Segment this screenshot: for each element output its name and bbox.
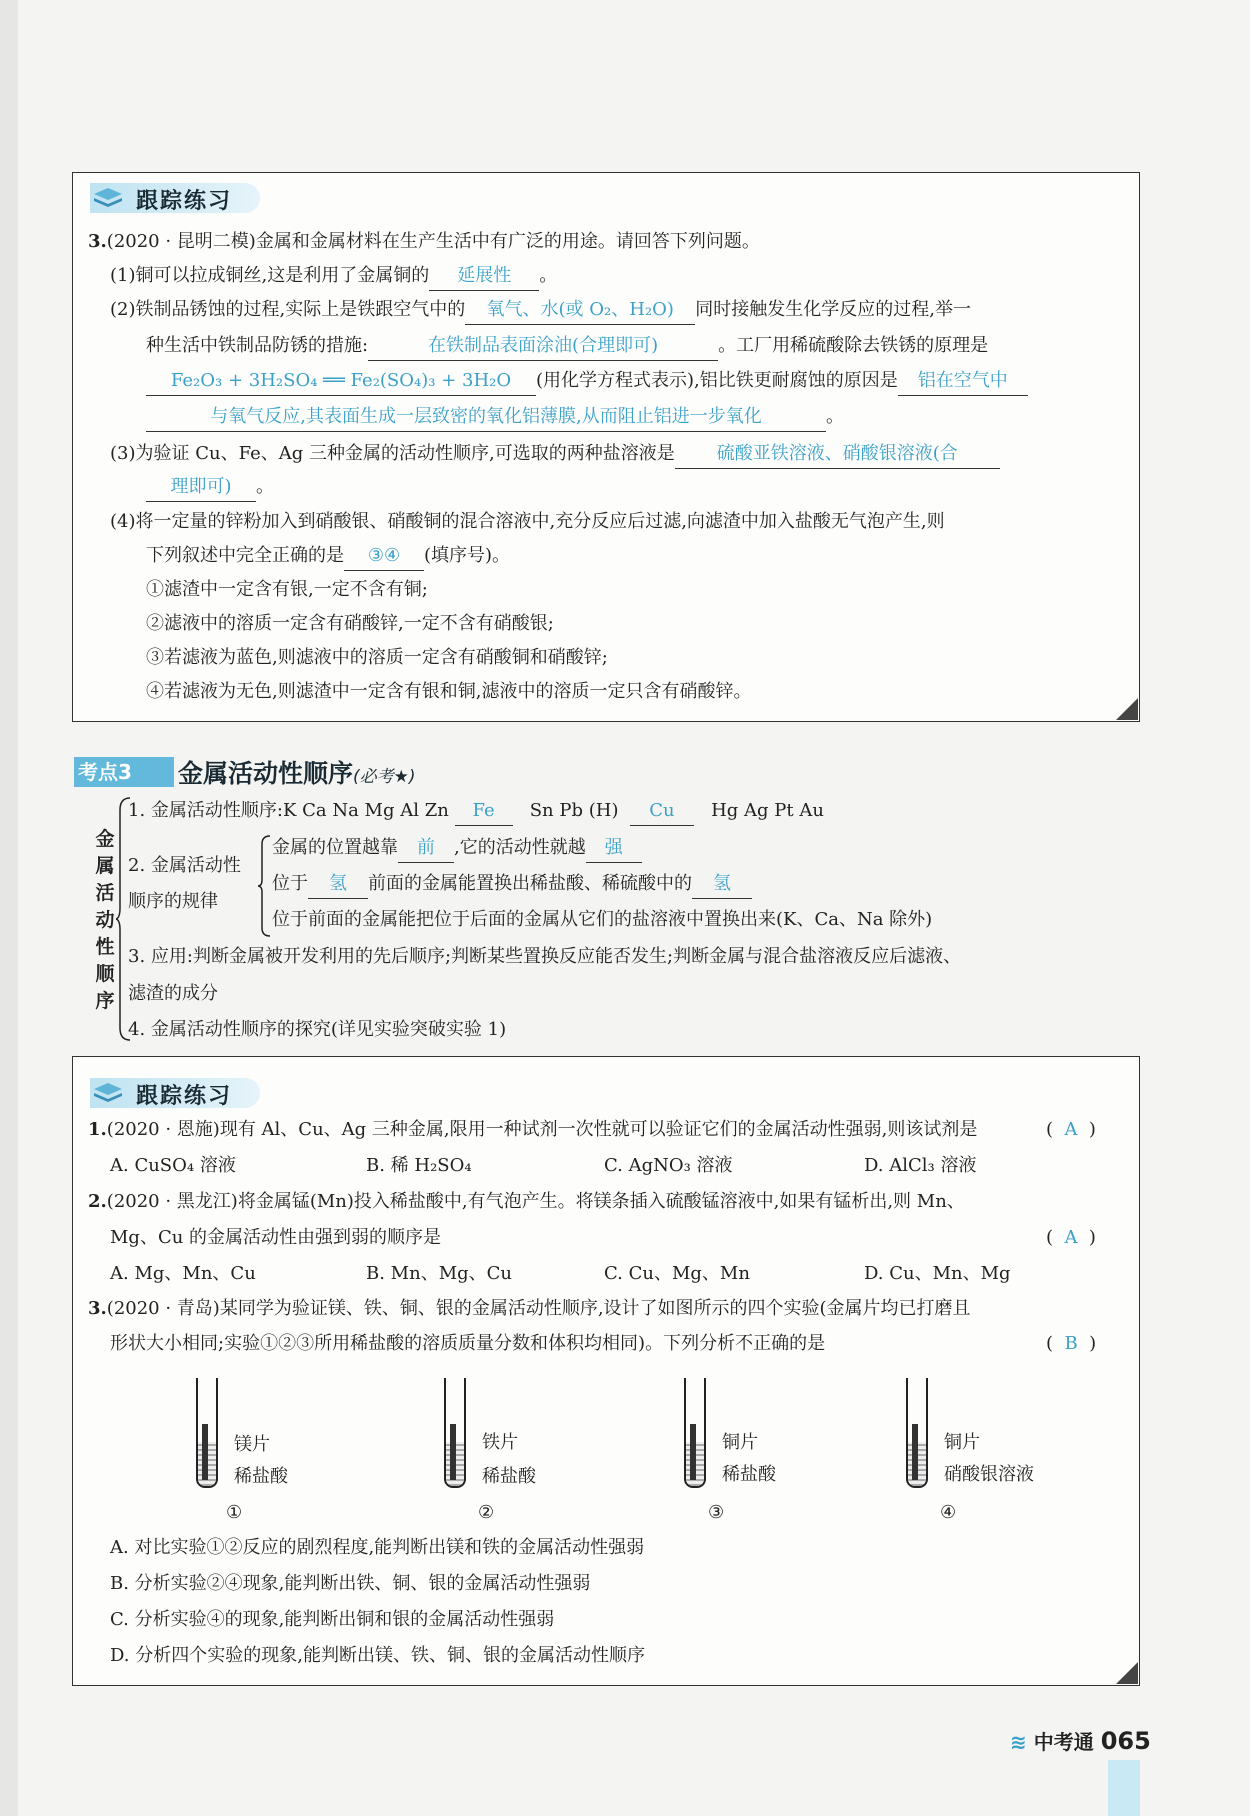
kd-item2-label-b: 顺序的规律	[128, 891, 218, 912]
q1-opt-a: A. CuSO₄ 溶液	[110, 1155, 236, 1176]
kd-item4: 4. 金属活动性顺序的探究(详见实验突破实验 1)	[128, 1019, 507, 1040]
answer-blank: 前	[398, 834, 454, 863]
test-tube-1	[196, 1378, 336, 1528]
answer-blank: 理即可)	[146, 473, 256, 502]
question-number: 3.	[88, 231, 107, 252]
side-label: 金 属 活 动 性 顺 序	[95, 828, 115, 1012]
kd-rule1: 金属的位置越靠 前 ,它的活动性就越 强	[272, 834, 642, 863]
q3-part1: (1)铜可以拉成铜丝,这是利用了金属铜的 延展性 。	[110, 262, 557, 291]
q3-part2-l1: (2)铁制品锈蚀的过程,实际上是铁跟空气中的 氧气、水(或 O₂、H₂O) 同时接触发生化学反应的过程,举一	[110, 296, 971, 325]
q3b-stem-b: 形状大小相同;实验①②③所用稀盐酸的溶质质量分数和体积均相同)。下列分析不正确的是	[110, 1333, 826, 1354]
tube-metal-label: 铜片	[944, 1432, 980, 1453]
q3b-opt-b: B. 分析实验②④现象,能判断出铁、铜、银的金属活动性强弱	[110, 1573, 591, 1594]
tube-solution-label: 稀盐酸	[234, 1466, 288, 1487]
q3-part2-l4: 与氧气反应,其表面生成一层致密的氧化铝薄膜,从而阻止铝进一步氧化 。	[146, 403, 844, 432]
option-3: ③若滤液为蓝色,则滤液中的溶质一定含有硝酸铜和硝酸锌;	[146, 647, 608, 668]
answer-blank: 硫酸亚铁溶液、硝酸银溶液(合	[675, 440, 1000, 469]
q2-opt-b: B. Mn、Mg、Cu	[366, 1263, 513, 1284]
answer-blank: 延展性	[429, 262, 539, 291]
option-4: ④若滤液为无色,则滤渣中一定含有银和铜,滤液中的溶质一定只含有硝酸锌。	[146, 681, 752, 702]
q3-stem	[88, 228, 760, 256]
tube-number: ③	[708, 1502, 725, 1523]
kd-item3-a: 3. 应用:判断金属被开发利用的先后顺序;判断某些置换反应能否发生;判断金属与混合盐溶液反应后滤液、	[128, 946, 962, 967]
tube-metal-label: 铁片	[482, 1432, 518, 1453]
kd-item2-label-a: 2. 金属活动性	[128, 855, 241, 876]
section-header: 跟踪练习	[136, 189, 233, 214]
q2-stem-b: Mg、Cu 的金属活动性由强到弱的顺序是	[110, 1227, 442, 1248]
answer-blank: 氧气、水(或 O₂、H₂O)	[465, 296, 695, 325]
section-header: 跟踪练习	[136, 1084, 233, 1109]
option-2: ②滤液中的溶质一定含有硝酸锌,一定不含有硝酸银;	[146, 613, 554, 634]
box-corner	[1116, 698, 1138, 720]
q1-opt-b: B. 稀 H₂SO₄	[366, 1155, 472, 1176]
option-1: ①滤渣中一定含有银,一定不含有铜;	[146, 579, 428, 600]
tube-solution-label: 稀盐酸	[482, 1466, 536, 1487]
q3-part4-l2: 下列叙述中完全正确的是 ③④ (填序号)。	[146, 542, 510, 571]
q3-part3-l2: 理即可) 。	[146, 473, 274, 502]
test-tube-4	[906, 1378, 1076, 1528]
kaodian-title: 金属活动性顺序(必考★)	[178, 759, 416, 788]
q1-opt-c: C. AgNO₃ 溶液	[604, 1155, 733, 1176]
kd-item3-b: 滤渣的成分	[128, 983, 218, 1004]
q1-answer: ( A )	[1046, 1119, 1096, 1140]
answer-blank: Cu	[630, 797, 694, 826]
answer-choice: A	[1064, 1227, 1078, 1248]
small-brace	[258, 834, 272, 938]
answer-blank: ③④	[344, 542, 424, 571]
q1-opt-d: D. AlCl₃ 溶液	[864, 1155, 977, 1176]
q3b-opt-d: D. 分析四个实验的现象,能判断出镁、铁、铜、银的金属活动性顺序	[110, 1645, 645, 1666]
answer-blank: Fe₂O₃ + 3H₂SO₄ ══ Fe₂(SO₄)₃ + 3H₂O	[146, 367, 536, 396]
q3-part2-l2: 种生活中铁制品防锈的措施: 在铁制品表面涂油(合理即可) 。工厂用稀硫酸除去铁锈的原理是	[146, 332, 988, 361]
answer-blank: 强	[586, 834, 642, 863]
stem-text: 金属和金属材料在生产生活中有广泛的用途。请回答下列问题。	[255, 231, 760, 252]
box-corner	[1116, 1662, 1138, 1684]
tube-number: ②	[478, 1502, 495, 1523]
q3b-answer: ( B )	[1046, 1333, 1097, 1354]
footer	[1010, 1726, 1151, 1755]
tube-metal-label: 铜片	[722, 1432, 758, 1453]
q2-opt-a: A. Mg、Mn、Cu	[110, 1263, 256, 1284]
q2-stem-a: 2.(2020 · 黑龙江)将金属锰(Mn)投入稀盐酸中,有气泡产生。将镁条插入硫酸锰溶液中,如果有锰析出,则 Mn、	[88, 1191, 965, 1212]
answer-choice: A	[1064, 1119, 1078, 1140]
kd-rule2: 位于 氢 前面的金属能置换出稀盐酸、稀硫酸中的 氢	[272, 870, 752, 899]
test-tube-3	[684, 1378, 824, 1528]
answer-blank: 与氧气反应,其表面生成一层致密的氧化铝薄膜,从而阻止铝进一步氧化	[146, 403, 826, 432]
source: (2020 · 昆明二模)	[106, 231, 256, 252]
q3-part3-l1: (3)为验证 Cu、Fe、Ag 三种金属的活动性顺序,可选取的两种盐溶液是 硫酸亚铁溶液、硝酸银溶液(合	[110, 440, 1000, 469]
stack-icon	[92, 186, 124, 208]
kaodian-badge: 考点3	[74, 757, 174, 787]
q3b-opt-c: C. 分析实验④的现象,能判断出铜和银的金属活动性强弱	[110, 1609, 555, 1630]
answer-blank: 氢	[692, 870, 752, 899]
brand-name: 中考通	[1033, 1730, 1094, 1754]
q3-part4-l1: (4)将一定量的锌粉加入到硝酸银、硝酸铜的混合溶液中,充分反应后过滤,向滤渣中加入盐酸无气泡产生,则	[110, 511, 945, 532]
q3-part2-l3: Fe₂O₃ + 3H₂SO₄ ══ Fe₂(SO₄)₃ + 3H₂O (用化学方程式表示),铝比铁更耐腐蚀的原因是 铝在空气中	[146, 367, 1028, 396]
q3b-opt-a: A. 对比实验①②反应的剧烈程度,能判断出镁和铁的金属活动性强弱	[110, 1537, 645, 1558]
tube-metal-label: 镁片	[234, 1434, 270, 1455]
q2-opt-c: C. Cu、Mg、Mn	[604, 1263, 750, 1284]
tube-number: ④	[940, 1502, 957, 1523]
answer-blank: 氢	[308, 870, 368, 899]
test-tube-2	[444, 1378, 584, 1528]
answer-blank: 在铁制品表面涂油(合理即可)	[368, 332, 718, 361]
page-number: 065	[1100, 1727, 1151, 1755]
brand-icon: ≋	[1010, 1730, 1027, 1754]
q2-answer: ( A )	[1046, 1227, 1096, 1248]
q1-stem: 1.(2020 · 恩施)现有 Al、Cu、Ag 三种金属,限用一种试剂一次性就可以验证它们的金属活动性强弱,则该试剂是	[88, 1119, 978, 1140]
stack-icon	[92, 1081, 124, 1103]
tube-number: ①	[226, 1502, 243, 1523]
answer-choice: B	[1064, 1333, 1078, 1354]
page-tab	[1108, 1760, 1140, 1816]
tube-solution-label: 稀盐酸	[722, 1464, 776, 1485]
kaodian-tag: (必考★)	[353, 767, 416, 787]
page-edge	[0, 0, 18, 1816]
kd-item1: 1. 金属活动性顺序:K Ca Na Mg Al Zn Fe Sn Pb (H) Cu Hg Ag Pt Au	[128, 797, 824, 826]
tube-solution-label: 硝酸银溶液	[944, 1464, 1034, 1485]
q3b-stem-a: 3.(2020 · 青岛)某同学为验证镁、铁、铜、银的金属活动性顺序,设计了如图所示的四个实验(金属片均已打磨且	[88, 1298, 971, 1319]
kd-rule3: 位于前面的金属能把位于后面的金属从它们的盐溶液中置换出来(K、Ca、Na 除外)	[272, 909, 933, 930]
q2-opt-d: D. Cu、Mn、Mg	[864, 1263, 1011, 1284]
answer-blank: Fe	[455, 797, 513, 826]
answer-blank: 铝在空气中	[898, 367, 1028, 396]
